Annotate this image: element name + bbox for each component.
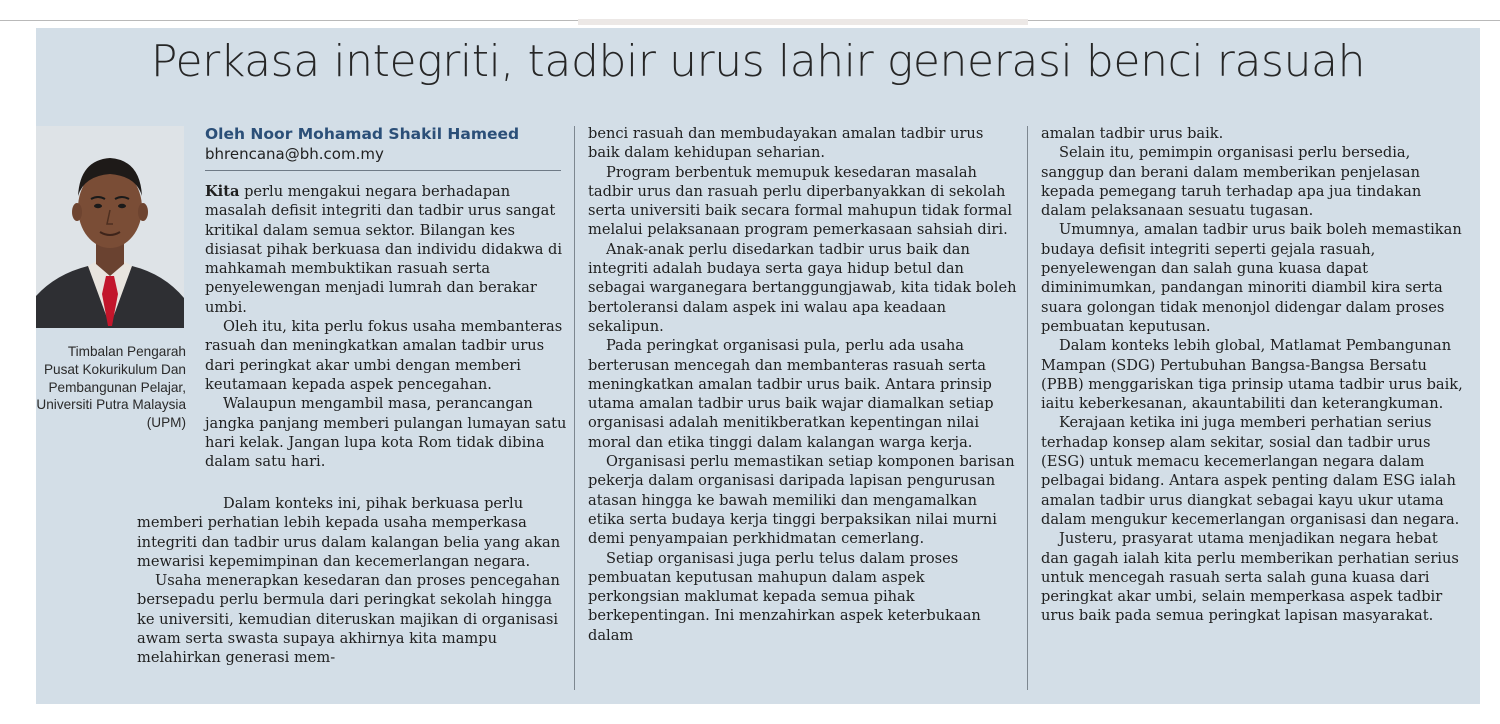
paragraph: Walaupun mengambil masa, perancangan jangka panjang memberi pulangan lumayan satu hari kelak. Jangan lupa kota Rom tidak dibina dalam satu hari. [205,395,567,471]
paragraph: Setiap organisasi juga perlu telus dalam proses pembuatan keputusan mahupun dalam aspek perkongsian maklumat kepada semua pihak berkepentingan. Ini menzahirkan aspek keterbukaan dalam [588,549,981,644]
paragraph: Umumnya, amalan tadbir urus baik boleh memastikan budaya defisit integriti seperti gejala rasuah, penyelewengan dan salah guna kuasa dapat diminimumkan, pandangan minoriti diambil kira serta suara golongan tidak menonjol didengar dalam proses pembuatan keputusan. [1041,221,1462,335]
column-divider [574,126,575,690]
author-name: Oleh Noor Mohamad Shakil Hameed [205,125,520,143]
paragraph [205,182,569,317]
column-divider [1027,126,1028,690]
column-3 [1041,124,1469,626]
lead-word: Kita [205,183,240,200]
author-email[interactable]: bhrencana@bh.com.my [205,145,384,163]
top-image-strip [578,19,1028,25]
paragraph: Selain itu, pemimpin organisasi perlu bersedia, sanggup dan berani dalam memberikan penjelasan kepada pemegang taruh terhadap apa jua tindakan dalam pelaksanaan sesuatu tugasan. [1041,144,1422,220]
column-2 [588,124,1018,645]
paragraph: benci rasuah dan membudayakan amalan tadbir urus baik dalam kehidupan seharian. [588,125,984,162]
paragraph: Kerajaan ketika ini juga memberi perhatian serius terhadap konsep alam sekitar, sosial dan tadbir urus (ESG) untuk memacu kecemerlangan negara dalam pelbagai bidang. Antara aspek penting dalam ESG ialah amalan tadbir urus diangkat sebagai kayu ukur utama dalam mengukur kecemerlangan organisasi dan negara. [1041,414,1460,528]
byline [205,124,567,171]
paragraph: Organisasi perlu memastikan setiap komponen barisan pekerja dalam organisasi daripada lapisan pengurusan atasan hingga ke bawah memiliki dan mengamalkan etika serta budaya kerja tinggi berpaksikan nilai murni demi penyampaian perkhidmatan cemerlang. [588,453,1015,548]
author-photo [36,126,184,328]
byline-rule [205,170,561,171]
paragraph: Program berbentuk memupuk kesedaran masalah tadbir urus dan rasuah perlu diperbanyakkan di sekolah serta universiti baik secara formal mahupun tidak formal melalui pelaksanaan program pemerkasaan sahsiah diri. [588,163,1013,239]
column-1-top [205,182,569,471]
paragraph: Anak-anak perlu disedarkan tadbir urus baik dan integriti adalah budaya serta gaya hidup betul dan sebagai warganegara bertanggungjawab, kita tidak boleh bertoleransi dalam aspek ini walau apa keadaan sekalipun. [588,240,1017,335]
paragraph: Usaha menerapkan kesedaran dan proses pencegahan bersepadu perlu bermula dari peringkat sekolah hingga ke universiti, kemudian diteruskan majikan di organisasi awam serta swasta supaya akhirnya kita mampu melahirkan generasi mem- [137,572,560,667]
paragraph: Dalam konteks ini, pihak berkuasa perlu memberi perhatian lebih kepada usaha memperkasa integriti dan tadbir urus dalam kalangan belia yang akan mewarisi kepemimpinan dan kecemerlangan negara. [137,495,561,570]
paragraph: amalan tadbir urus baik. [1041,125,1224,142]
paragraph: Oleh itu, kita perlu fokus usaha membanteras rasuah dan meningkatkan amalan tadbir urus dari peringkat akar umbi dengan memberi keutamaan kepada aspek pencegahan. [205,318,563,393]
paragraph-text: perlu mengakui negara berhadapan masalah defisit integriti dan tadbir urus sangat kritikal dalam semua sektor. Bilangan kes disiasat pihak berkuasa dan individu didakwa di mahkamah membuktikan rasuah serta penyelewengan menjadi lumrah dan berakar umbi. [205,183,563,316]
author-portrait-image [36,126,184,328]
column-1-bottom [137,494,565,668]
headline: Perkasa integriti, tadbir urus lahir generasi benci rasuah [150,36,1366,87]
paragraph: Justeru, prasyarat utama menjadikan negara hebat dan gagah ialah kita perlu memberikan perhatian serius untuk mencegah rasuah serta salah guna kuasa dari peringkat akar umbi, selain memperkasa aspek tadbir urus baik pada semua peringkat lapisan masyarakat. [1041,530,1459,625]
paragraph: Pada peringkat organisasi pula, perlu ada usaha berterusan mencegah dan membanteras rasuah serta meningkatkan amalan tadbir urus baik. Antara prinsip utama amalan tadbir urus baik wajar diamalkan setiap organisasi adalah menitikberatkan kepentingan nilai moral dan etika tinggi dalam kalangan warga kerja. [588,337,994,451]
author-caption: Timbalan Pengarah Pusat Kokurikulum Dan Pembangunan Pelajar, Universiti Putra Malaysia (UPM) [36,344,186,431]
paragraph: Dalam konteks lebih global, Matlamat Pembangunan Mampan (SDG) Pertubuhan Bangsa-Bangsa Bersatu (PBB) menggariskan tiga prinsip utama tadbir urus baik, iaitu keberkesanan, akauntabiliti dan keterangkuman. [1041,337,1463,413]
